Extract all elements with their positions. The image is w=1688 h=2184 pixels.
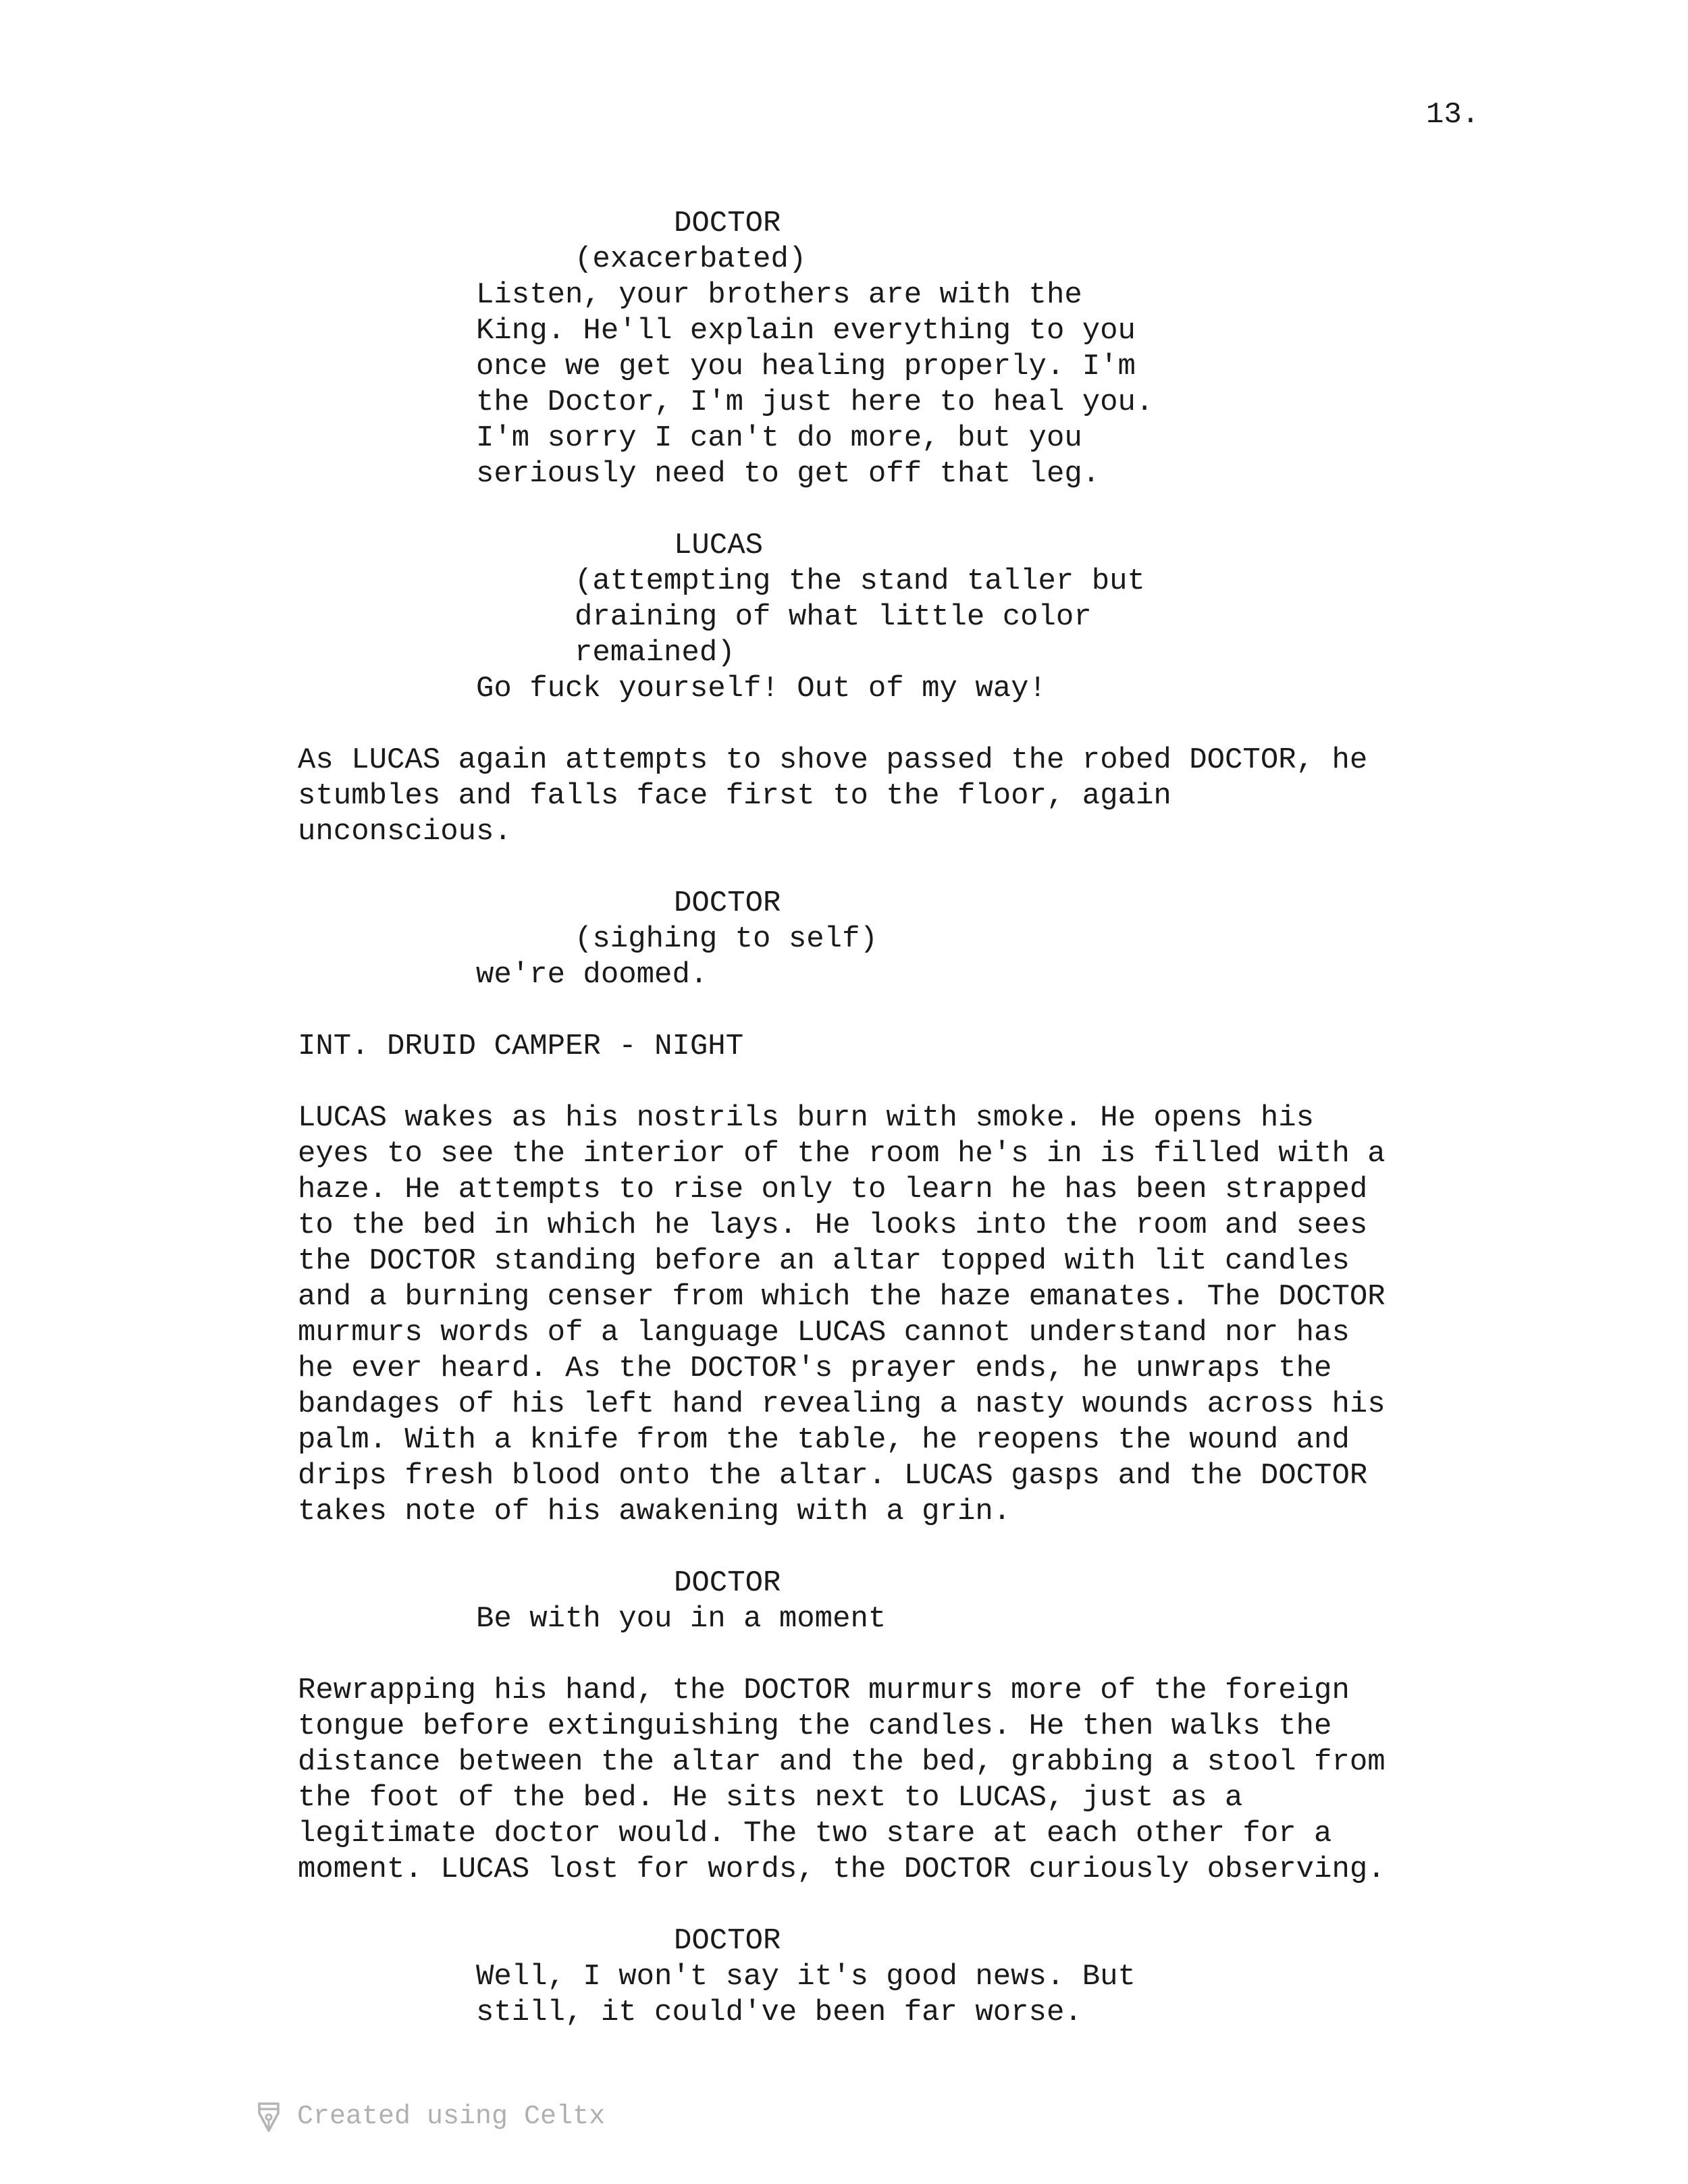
- blank-line: [0, 1065, 1688, 1100]
- dialogue: Well, I won't say it's good news. But still, it could've been far worse.: [476, 1960, 1136, 2029]
- character: DOCTOR: [674, 1924, 781, 1958]
- action: As LUCAS again attempts to shove passed the robed DOCTOR, he stumbles and falls face first to the floor, again unconscious.: [298, 743, 1368, 849]
- dialogue: Listen, your brothers are with the King. He'll explain everything to you once we get you healing properly. I'm the Doctor, I'm just here to heal you. I'm sorry I can't do more, but you seriously need to get off that leg.: [476, 278, 1154, 491]
- dialogue: we're doomed.: [476, 958, 708, 992]
- parenthetical: (sighing to self): [575, 922, 878, 956]
- scene-heading: INT. DRUID CAMPER - NIGHT: [298, 1030, 744, 1063]
- footer-text: Created using Celtx: [297, 2102, 606, 2132]
- dialogue: Go fuck yourself! Out of my way!: [476, 672, 1047, 705]
- blank-line: [0, 492, 1688, 528]
- footer: [255, 2101, 605, 2133]
- character: DOCTOR: [674, 207, 781, 240]
- blank-line: [0, 1888, 1688, 1923]
- action: LUCAS wakes as his nostrils burn with smoke. He opens his eyes to see the interior of the room he's in is filled with a haze. He attempts to rise only to learn he has been strapped to the bed in which he lays. He looks into the room and sees the DOCTOR standing before an altar topped with lit candles and a burning censer from which the haze emanates. The DOCTOR murmurs words of a language LUCAS cannot understand nor has he ever heard. As the DOCTOR's prayer ends, he unwraps the bandages of his left hand revealing a nasty wounds across his palm. With a knife from the table, he reopens the wound and drips fresh blood onto the altar. LUCAS gasps and the DOCTOR takes note of his awakening with a grin.: [298, 1101, 1386, 1528]
- parenthetical: (attempting the stand taller but draining of what little color remained): [575, 564, 1145, 670]
- page-number: 13.: [1426, 98, 1480, 132]
- pen-nib-icon: [255, 2101, 282, 2133]
- character: DOCTOR: [674, 886, 781, 920]
- dialogue: Be with you in a moment: [476, 1602, 887, 1636]
- blank-line: [0, 1637, 1688, 1673]
- script-body: [0, 206, 1688, 2031]
- character: LUCAS: [674, 529, 764, 562]
- blank-line: [0, 1530, 1688, 1566]
- character: DOCTOR: [674, 1566, 781, 1600]
- parenthetical: (exacerbated): [575, 242, 807, 276]
- blank-line: [0, 707, 1688, 743]
- blank-line: [0, 850, 1688, 886]
- action: Rewrapping his hand, the DOCTOR murmurs more of the foreign tongue before extinguishing the candles. He then walks the distance between the altar and the bed, grabbing a stool from the foot of the bed. He sits next to LUCAS, just as a legitimate doctor would. The two stare at each other for a moment. LUCAS lost for words, the DOCTOR curiously observing.: [298, 1674, 1386, 1886]
- blank-line: [0, 993, 1688, 1029]
